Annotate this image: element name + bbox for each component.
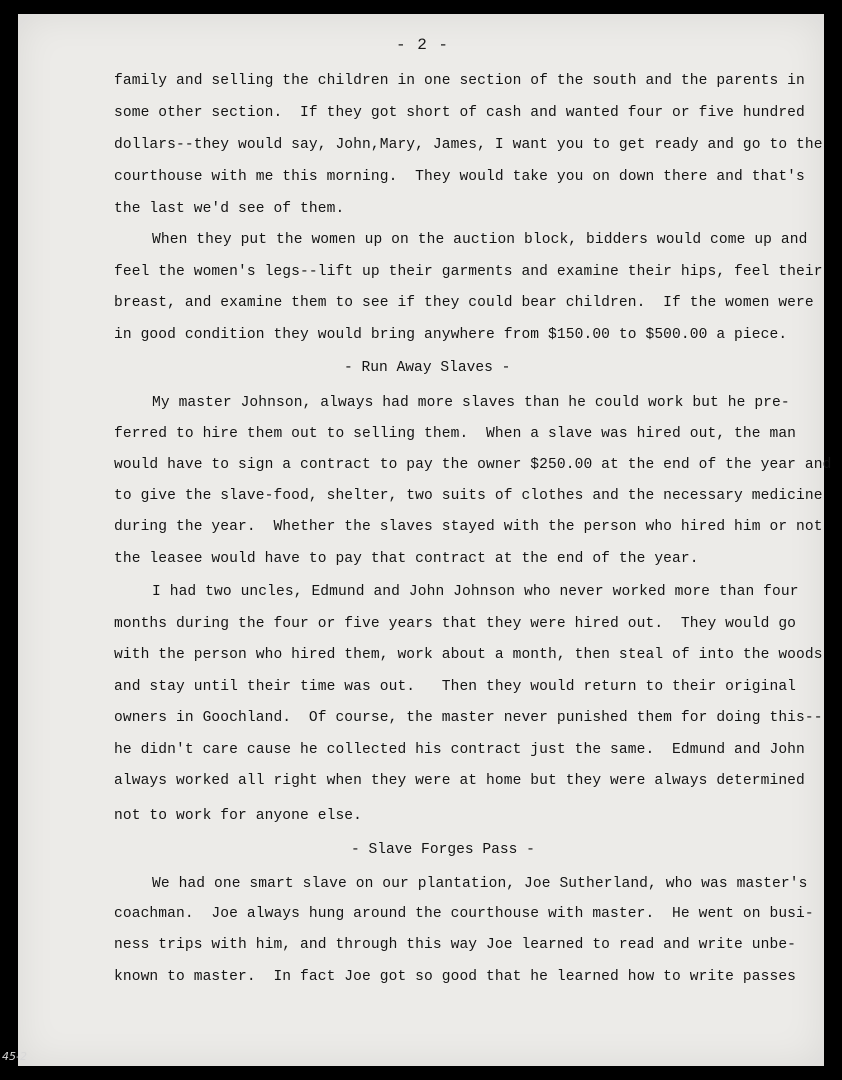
- text-line: during the year. Whether the slaves stayed with the person who hired him or not: [114, 519, 823, 535]
- text-line: he didn't care cause he collected his contract just the same. Edmund and John: [114, 742, 805, 758]
- text-line: breast, and examine them to see if they could bear children. If the women were: [114, 295, 814, 311]
- text-line: feel the women's legs--lift up their garments and examine their hips, feel their: [114, 264, 823, 280]
- page-number: - 2 -: [396, 36, 450, 54]
- text-line: some other section. If they got short of cash and wanted four or five hundred: [114, 105, 805, 121]
- text-line: We had one smart slave on our plantation, Joe Sutherland, who was master's: [152, 876, 808, 892]
- text-line: courthouse with me this morning. They would take you on down there and that's: [114, 169, 805, 185]
- margin-note: 45-2: [2, 1050, 27, 1063]
- text-line: in good condition they would bring anywhere from $150.00 to $500.00 a piece.: [114, 327, 788, 343]
- text-line: always worked all right when they were at home but they were always determined: [114, 773, 805, 789]
- text-line: When they put the women up on the auction block, bidders would come up and: [152, 232, 808, 248]
- text-line: My master Johnson, always had more slaves than he could work but he pre-: [152, 395, 790, 411]
- section-heading: - Slave Forges Pass -: [351, 842, 535, 858]
- text-line: would have to sign a contract to pay the owner $250.00 at the end of the year and: [114, 457, 832, 473]
- text-line: the leasee would have to pay that contract at the end of the year.: [114, 551, 699, 567]
- text-line: to give the slave-food, shelter, two suits of clothes and the necessary medicine: [114, 488, 823, 504]
- text-line: with the person who hired them, work about a month, then steal of into the woods: [114, 647, 823, 663]
- text-line: and stay until their time was out. Then they would return to their original: [114, 679, 797, 695]
- text-line: owners in Goochland. Of course, the master never punished them for doing this--: [114, 710, 823, 726]
- text-line: known to master. In fact Joe got so good that he learned how to write passes: [114, 969, 797, 985]
- text-line: the last we'd see of them.: [114, 201, 345, 217]
- text-line: months during the four or five years that they were hired out. They would go: [114, 616, 797, 632]
- section-heading: - Run Away Slaves -: [344, 360, 511, 376]
- text-line: ferred to hire them out to selling them. When a slave was hired out, the man: [114, 426, 797, 442]
- text-line: not to work for anyone else.: [114, 808, 363, 824]
- text-line: coachman. Joe always hung around the courthouse with master. He went on busi-: [114, 906, 814, 922]
- text-line: I had two uncles, Edmund and John Johnson who never worked more than four: [152, 584, 799, 600]
- text-line: dollars--they would say, John,Mary, James, I want you to get ready and go to the: [114, 137, 823, 153]
- text-line: ness trips with him, and through this way Joe learned to read and write unbe-: [114, 937, 797, 953]
- text-line: family and selling the children in one section of the south and the parents in: [114, 73, 805, 89]
